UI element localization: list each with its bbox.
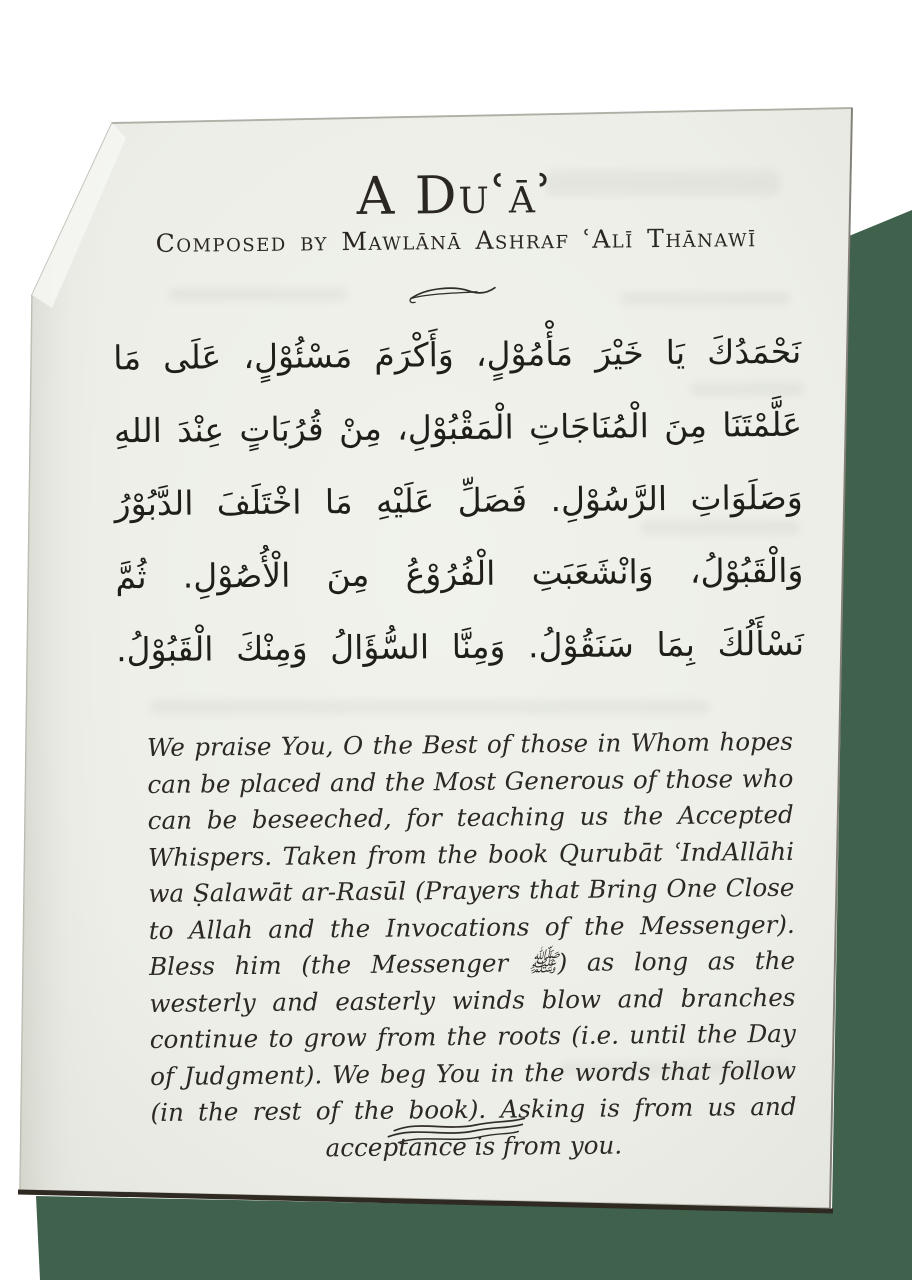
flourish-divider-top [407, 282, 499, 307]
arabic-line: نَسْأَلُكَ بِمَا سَنَقُوْلُ. وَمِنَّا السُّؤَالُ وَمِنْكَ الْقَبُوْلُ. [115, 623, 805, 670]
page-title: A Duʿāʾ [356, 165, 556, 227]
arabic-dua-text [113, 315, 804, 687]
page-content [104, 0, 816, 1280]
arabic-line: وَالْقَبُوْلُ، وَانْشَعَبَتِ الْفُرُوْعُ مِنَ الْأُصُوْلِ. ثُمَّ [115, 550, 804, 597]
byline: Composed by Mawlānā Ashraf ʿAlī Thānawī [155, 223, 757, 258]
arabic-line: عَلَّمْتَنَا مِنَ الْمُنَاجَاتِ الْمَقْبُوْلِ، مِنْ قُرُبَاتٍ عِنْدَ اللهِ [113, 404, 803, 451]
arabic-line: نَحْمَدُكَ يَا خَيْرَ مَأْمُوْلٍ، وَأَكْرَمَ مَسْئُوْلٍ، عَلَى مَا [113, 331, 802, 378]
arabic-line: وَصَلَوَاتِ الرَّسُوْلِ. فَصَلِّ عَلَيْهِ مَا اخْتَلَفَ الدَّبُوْرُ [114, 477, 803, 524]
flourish-divider-bottom [380, 1115, 528, 1146]
english-translation: We praise You, O the Best of those in Whom hopes can be placed and the Most Generous of those who can be beseeched, for teaching us the Accepted Whispers. Taken from the book Qurubāt ʿIndAllāhi wa Ṣalawāt ar-Rasūl (Prayers that Bring One Close to Allah and the Invocations of the Messenger). Bless him (the Messenger ﷺ) as long as the westerly and easterly winds blow and branches continue to grow from the roots (i.e. until the Day of Judgment). We beg You in the words that follow (in the rest of the book). Asking is from us and acceptance is from you. [146, 726, 797, 1162]
